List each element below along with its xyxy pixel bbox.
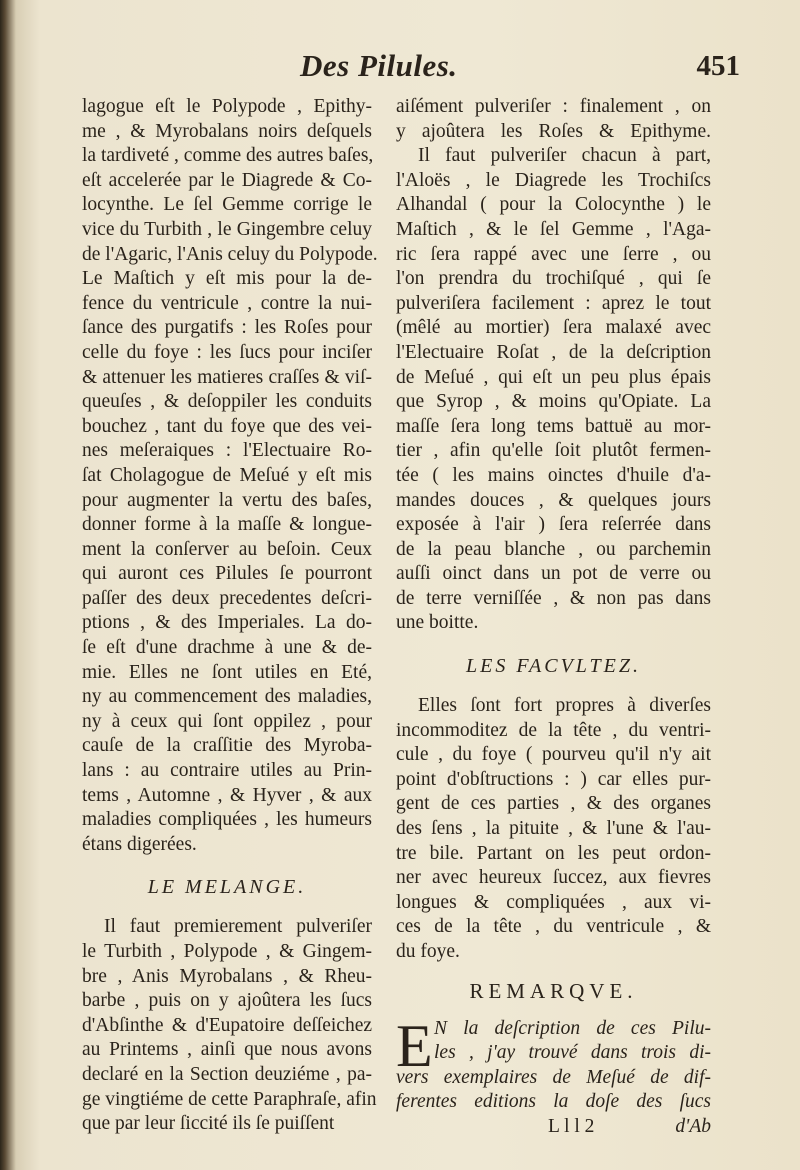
text-line: & attenuer les matieres craſſes & viſ- [82, 366, 372, 388]
text-line: Maſtich , & le ſel Gemme , l'Aga- [396, 218, 711, 240]
page-number: 451 [696, 50, 740, 82]
text-line: tier , afin qu'elle ſoit plutôt fermen- [396, 440, 711, 462]
right-column [396, 95, 711, 1140]
text-line: Elles ſont fort propres à diverſes [418, 695, 711, 717]
text-line: ſe eſt d'une drachme à une & de- [82, 637, 372, 659]
text-line: tre bile. Partant on les peut ordon- [396, 842, 711, 864]
catchword: d'Ab [675, 1115, 711, 1137]
text-line: ſance des purgatifs : les Roſes pour [82, 317, 372, 339]
section-heading-facultez: LES FACVLTEZ. [466, 655, 641, 678]
text-line: celle du foye : les ſucs pour inciſer [82, 341, 372, 363]
page-header [300, 48, 740, 88]
text-line: ge vingtiéme de cette Paraphraſe, afin [82, 1088, 377, 1110]
text-line: y ajoûtera les Roſes & Epithyme. [396, 120, 711, 142]
text-line: barbe , puis on y ajoûtera les ſucs [82, 990, 372, 1012]
text-line: bouchez , tant du foye que des vei- [82, 415, 372, 437]
text-line: l'Aloës , le Diagrede les Trochiſcs [396, 169, 711, 191]
text-line: de terre verniſſée , & non pas dans [396, 587, 711, 609]
text-line: mie. Elles ne ſont utiles en Eté, [82, 661, 372, 683]
text-line: aiſément pulveriſer : finalement , on [396, 96, 711, 117]
text-line: l'Electuaire Roſat , de la deſcription [396, 341, 711, 363]
text-line: donner forme à la maſſe & longue- [82, 514, 372, 536]
text-line: Alhandal ( pour la Colocynthe ) le [396, 194, 711, 216]
text-line: de la peau blanche , ou parchemin [396, 538, 711, 560]
text-line: Le Maſtich y eſt mis pour la de- [82, 268, 372, 290]
text-line: pulveriſera facilement : aprez le tout [396, 292, 711, 314]
text-line: declaré en la Section deuziéme , pa- [82, 1063, 372, 1085]
text-line: de Meſué , qui eſt un peu plus épais [396, 366, 711, 388]
text-line: ny à ceux qui ſont oppilez , pour [82, 710, 372, 732]
text-line: étans digerées. [82, 833, 197, 855]
text-line: maſſe ſera long tems battuë au mor- [396, 415, 711, 437]
text-line: une boitte. [396, 612, 479, 634]
text-line: bre , Anis Myrobalans , & Rheu- [82, 965, 372, 987]
remark-line: vers exemplaires de Meſué de dif- [396, 1066, 711, 1088]
text-line: longues & compliquées , aux vi- [396, 891, 711, 913]
text-line: incommoditez de la tête , du ventri- [396, 719, 711, 741]
text-line: ner avec heureux ſuccez, aux fievres [396, 867, 711, 889]
text-line: lagogue eſt le Polypode , Epithy- [82, 96, 372, 117]
remark-heading: REMARQVE. [469, 978, 638, 1003]
text-line: vice du Turbith , le Gingembre celuy [82, 218, 372, 240]
text-line: ſat Cholagogue de Meſué y eſt mis [82, 464, 372, 486]
text-line: la tardiveté , comme des autres baſes, [82, 145, 374, 167]
text-line: gent de ces parties , & des organes [396, 793, 711, 815]
text-line: pour augmenter la vertu des baſes, [82, 489, 372, 511]
text-line: locynthe. Le ſel Gemme corrige le [82, 194, 372, 216]
text-line: auſſi oinct dans un pot de verre ou [396, 563, 711, 585]
text-line: qui auront ces Pilules ſe pourront [82, 563, 372, 585]
remark-line: N la deſcription de ces Pilu- [434, 1017, 711, 1039]
text-line: que Syrop , & moins qu'Opiate. La [396, 391, 711, 413]
text-line: cauſe de la craſſitie des Myroba- [82, 735, 372, 757]
section-heading-melange: LE MELANGE. [147, 876, 307, 899]
remark-block [396, 1012, 711, 1115]
text-line: le Turbith , Polypode , & Gingem- [82, 941, 372, 962]
right-paragraph-top [396, 95, 711, 636]
text-line: d'Abſinthe & d'Eupatoire deſſeichez [82, 1014, 372, 1036]
remark-text [396, 1012, 711, 1115]
left-paragraph-top [82, 95, 378, 857]
page-footer [396, 1115, 711, 1140]
text-line: ric ſera rappé avec une ſerre , ou [396, 243, 711, 265]
text-line: paſſer des deux precedentes deſcri- [82, 587, 372, 609]
text-line: eſt accelerée par le Diagrede & Co- [82, 169, 372, 191]
text-line: tée ( les mains oinctes d'huile d'a- [396, 464, 711, 486]
text-line: ny au commencement des maladies, [82, 686, 372, 708]
left-paragraph-bottom [82, 915, 377, 1136]
text-line: point d'obſtructions : ) car elles pur- [396, 768, 711, 790]
left-column [82, 95, 378, 1137]
drop-cap-letter: E [396, 1012, 433, 1079]
text-line: que par leur ſiccité ils ſe puiſſent [82, 1113, 335, 1135]
text-line: ment la conſerver au beſoin. Ceux [82, 538, 372, 560]
text-line: ces de la tête , du ventricule , & [396, 916, 711, 938]
signature-mark: L l l 2 [548, 1115, 595, 1137]
right-paragraph-middle [396, 694, 711, 965]
text-line: de l'Agaric, l'Anis celuy du Polypode. [82, 243, 378, 265]
text-line: du foye. [396, 941, 460, 962]
text-line: queuſes , & deſoppiler les conduits [82, 391, 372, 413]
text-line: Il faut pulveriſer chacun à part, [418, 145, 711, 167]
text-line: des ſens , la pituite , & l'une & l'au- [396, 818, 711, 840]
text-line: me , & Myrobalans noirs deſquels [82, 120, 372, 142]
text-line: tems , Automne , & Hyver , & aux [82, 784, 372, 806]
remark-line: ferentes editions la doſe des ſucs [396, 1091, 711, 1113]
text-line: lans : au contraire utiles au Prin- [82, 760, 372, 782]
text-line: maladies compliquées , les humeurs [82, 809, 372, 831]
text-line: ptions , & des Imperiales. La do- [82, 612, 372, 634]
text-line: cule , du foye ( pourveu qu'il n'y ait [396, 744, 711, 766]
text-line: au Printems , ainſi que nous avons [82, 1039, 372, 1061]
text-line: l'on prendra du trochiſqué , qui ſe [396, 268, 711, 290]
text-line: fence du ventricule , contre la nui- [82, 292, 372, 314]
text-line: nes meſeraiques : l'Electuaire Ro- [82, 440, 372, 462]
text-line: (mêlé au mortier) ſera malaxé avec [396, 317, 711, 339]
text-line: Il faut premierement pulveriſer [104, 916, 372, 938]
running-title: Des Pilules. [300, 48, 458, 83]
remark-line: les , j'ay trouvé dans trois di- [434, 1042, 711, 1064]
text-line: mandes douces , & quelques jours [396, 489, 711, 511]
text-line: exposée à l'air ) ſera reſerrée dans [396, 514, 711, 536]
